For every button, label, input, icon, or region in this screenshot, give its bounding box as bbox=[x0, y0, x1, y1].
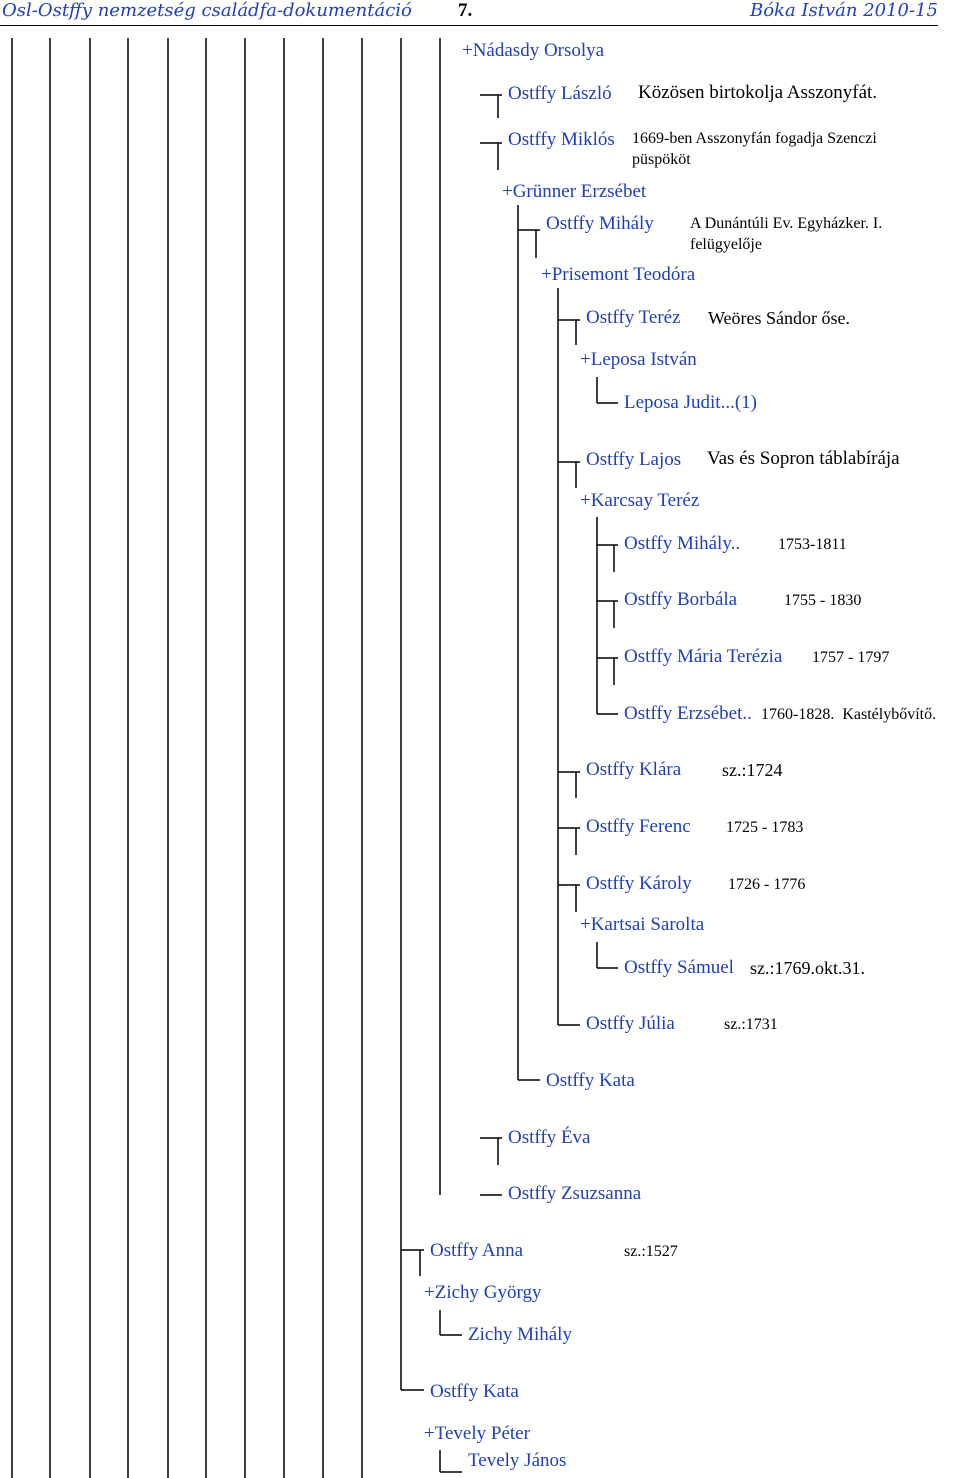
person-note: sz.:1731 bbox=[724, 1016, 778, 1033]
person-note: sz.:1769.okt.31. bbox=[750, 958, 865, 978]
person-note: Weöres Sándor őse. bbox=[708, 308, 851, 328]
person-name: Ostffy Károly bbox=[586, 873, 692, 894]
person-name: Ostffy Lajos bbox=[586, 449, 682, 470]
person-name: Ostffy Borbála bbox=[624, 589, 738, 610]
person-note: 1757 - 1797 bbox=[812, 649, 890, 666]
person-note: Vas és Sopron táblabírája bbox=[707, 448, 900, 469]
spouse-entry: +Leposa István bbox=[580, 349, 697, 370]
spouse-entry: +Prisemont Teodóra bbox=[541, 264, 696, 285]
person-name: Ostffy Miklós bbox=[508, 129, 615, 150]
person-name: Ostffy Kata bbox=[546, 1070, 635, 1091]
page-number: 7. bbox=[458, 0, 473, 21]
person-name: Ostffy Ferenc bbox=[586, 816, 691, 837]
person-name: Ostffy Mihály bbox=[546, 213, 654, 234]
person-note: sz.:1724 bbox=[722, 760, 783, 780]
person-name: Ostffy Éva bbox=[508, 1127, 591, 1148]
person-note: Közösen birtokolja Asszonyfát. bbox=[638, 82, 878, 103]
person-name: Ostffy Erzsébet.. bbox=[624, 703, 752, 724]
person-name: Ostffy Mihály.. bbox=[624, 533, 741, 554]
person-name: Ostffy Teréz bbox=[586, 307, 681, 328]
spouse-entry: +Grünner Erzsébet bbox=[502, 181, 647, 202]
person-note: 1725 - 1783 bbox=[726, 819, 804, 836]
person-note: felügyelője bbox=[690, 236, 762, 253]
person-name: Ostffy Sámuel bbox=[624, 957, 734, 978]
person-name: Leposa Judit...(1) bbox=[624, 392, 757, 413]
spouse-entry: +Zichy György bbox=[424, 1282, 542, 1303]
spouse-entry: +Karcsay Teréz bbox=[580, 490, 700, 511]
person-name: Ostffy Júlia bbox=[586, 1013, 675, 1034]
person-name: Zichy Mihály bbox=[468, 1324, 572, 1345]
person-note: A Dunántúli Ev. Egyházker. I. bbox=[690, 215, 883, 232]
spouse-entry: +Tevely Péter bbox=[424, 1423, 530, 1444]
person-name: Ostffy Anna bbox=[430, 1240, 524, 1261]
person-note: püspököt bbox=[632, 151, 691, 168]
person-note: sz.:1527 bbox=[624, 1243, 678, 1260]
person-note: 1760-1828. Kastélybővítő. bbox=[761, 706, 937, 723]
person-name: Ostffy Mária Terézia bbox=[624, 646, 783, 667]
person-note: 1726 - 1776 bbox=[728, 876, 806, 893]
author-years: Bóka István 2010-15 bbox=[749, 0, 938, 21]
person-name: Ostffy Klára bbox=[586, 759, 682, 780]
person-name: Ostffy László bbox=[508, 83, 612, 104]
spouse-entry: +Kartsai Sarolta bbox=[580, 914, 705, 935]
person-note: 1755 - 1830 bbox=[784, 592, 862, 609]
person-note: 1669-ben Asszonyfán fogadja Szenczi bbox=[632, 130, 877, 147]
spouse-entry: +Nádasdy Orsolya bbox=[462, 40, 605, 61]
document-title: Osl-Ostffy nemzetség családfa-dokumentáció bbox=[2, 0, 412, 21]
person-name: Tevely János bbox=[468, 1450, 567, 1471]
person-note: 1753-1811 bbox=[778, 536, 847, 553]
person-name: Ostffy Kata bbox=[430, 1381, 519, 1402]
person-name: Ostffy Zsuzsanna bbox=[508, 1183, 642, 1204]
